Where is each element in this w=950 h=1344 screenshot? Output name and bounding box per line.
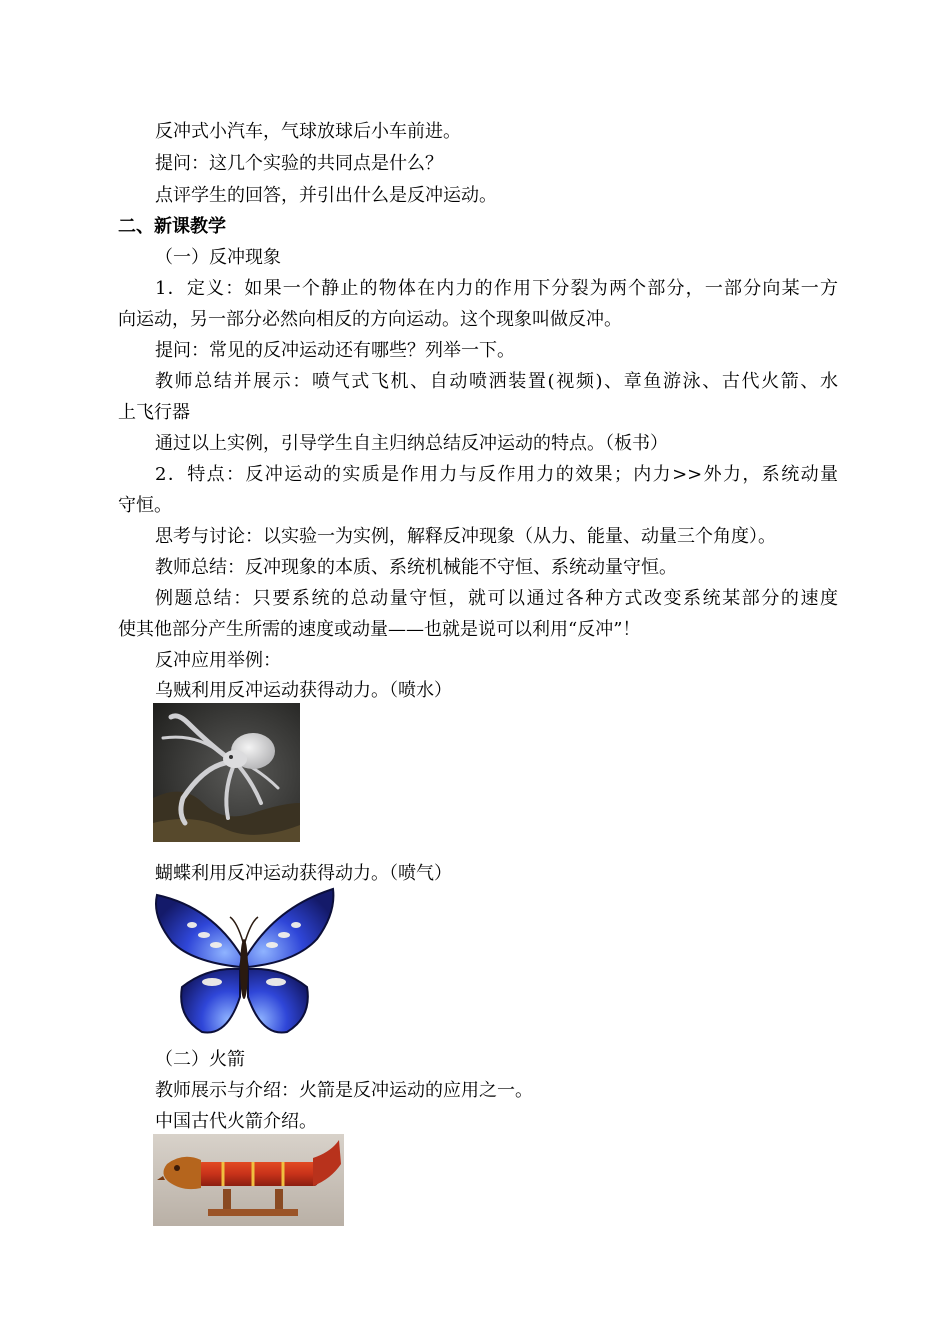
paragraph-think-discuss: 思考与讨论：以实验一为实例，解释反冲现象（从力、能量、动量三个角度）。 (155, 526, 776, 547)
paragraph-guide: 通过以上实例，引导学生自主归纳总结反冲运动的特点。（板书） (155, 433, 668, 454)
caption-butterfly: 蝴蝶利用反冲运动获得动力。（喷气） (155, 863, 452, 884)
paragraph-example-line2: 使其他部分产生所需的速度或动量——也就是说可以利用“反冲”！ (118, 619, 641, 640)
butterfly-image (152, 887, 336, 1038)
paragraph-example-line1: 例题总结：只要系统的总动量守恒，就可以通过各种方式改变系统某部分的速度 (155, 588, 838, 609)
paragraph-question-common: 提问：这几个实验的共同点是什么？ (155, 153, 443, 174)
section-heading-new-lesson: 二、新课教学 (118, 216, 226, 237)
paragraph-ancient-rocket: 中国古代火箭介绍。 (155, 1111, 317, 1132)
paragraph-comment: 点评学生的回答，并引出什么是反冲运动。 (155, 185, 497, 206)
paragraph-teacher-summary-line2: 上飞行器 (118, 402, 190, 423)
paragraph-toy-car: 反冲式小汽车，气球放球后小车前进。 (155, 121, 461, 142)
paragraph-rocket-intro: 教师展示与介绍：火箭是反冲运动的应用之一。 (155, 1080, 533, 1101)
paragraph-question-examples: 提问：常见的反冲运动还有哪些？列举一下。 (155, 340, 515, 361)
paragraph-features-line1: 2．特点：反冲运动的实质是作用力与反作用力的效果；内力>>外力，系统动量 (155, 464, 838, 485)
paragraph-teacher-conclusion: 教师总结：反冲现象的本质、系统机械能不守恒、系统动量守恒。 (155, 557, 677, 578)
paragraph-teacher-summary-line1: 教师总结并展示：喷气式飞机、自动喷洒装置(视频)、章鱼游泳、古代火箭、水 (155, 371, 838, 392)
paragraph-features-line2: 守恒。 (118, 495, 172, 516)
subsection-heading-rocket: （二）火箭 (155, 1049, 245, 1070)
octopus-image (153, 703, 300, 842)
paragraph-definition-line2: 向运动，另一部分必然向相反的方向运动。这个现象叫做反冲。 (118, 309, 622, 330)
paragraph-applications: 反冲应用举例： (155, 650, 281, 671)
caption-squid: 乌贼利用反冲运动获得动力。（喷水） (155, 680, 452, 701)
paragraph-definition-line1: 1．定义：如果一个静止的物体在内力的作用下分裂为两个部分，一部分向某一方 (155, 278, 838, 299)
ancient-rocket-image (153, 1134, 344, 1226)
subsection-heading-recoil: （一）反冲现象 (155, 247, 281, 268)
